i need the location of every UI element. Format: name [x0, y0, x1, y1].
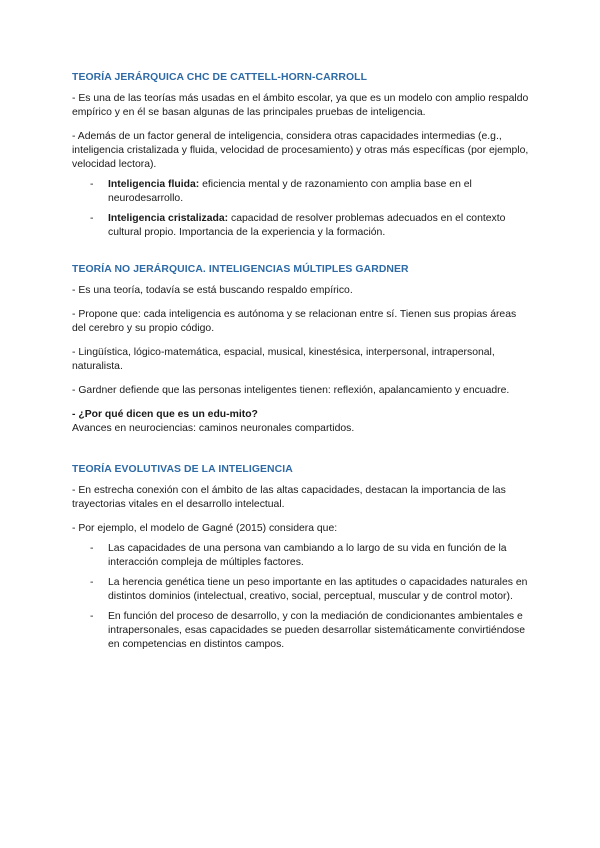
document-page [72, 72, 532, 672]
section-evolutivas [72, 464, 532, 652]
list-item [72, 542, 532, 570]
section-heading-gardner: TEORÍA NO JERÁRQUICA. INTELIGENCIAS MÚLTIPLES GARDNER [72, 264, 409, 275]
list-item-text: En función del proceso de desarrollo, y con la mediación de condicionantes ambientales e intrapersonales, esas capacidades se pueden desarrollar sistemáticamente convirtiéndose en competencias en distintos campos. [108, 611, 526, 650]
paragraph: - Gardner defiende que las personas inteligentes tienen: reflexión, apalancamiento y encuadre. [72, 385, 510, 396]
paragraph: - Es una teoría, todavía se está buscando respaldo empírico. [72, 285, 353, 296]
dash-bullet: - [90, 543, 94, 554]
list-item [72, 610, 532, 652]
dash-bullet: - [90, 179, 94, 190]
dash-bullet: - [90, 577, 94, 588]
term-label: Inteligencia cristalizada: [108, 213, 229, 224]
term-definition: eficiencia mental y de razonamiento con amplia base en el neurodesarrollo. [108, 179, 472, 204]
list-item-text: La herencia genética tiene un peso importante en las aptitudes o capacidades naturales en distintos dominios (intelectual, creativo, social, perceptual, muscular y de control motor). [108, 577, 528, 602]
list-item-text: Las capacidades de una persona van cambiando a lo largo de su vida en función de la interacción compleja de múltiples factores. [108, 543, 507, 568]
bullet-list [72, 178, 532, 240]
paragraph: - En estrecha conexión con el ámbito de las altas capacidades, destacan la importancia de las trayectorias vitales en el desarrollo intelectual. [72, 485, 506, 510]
section-chc [72, 72, 532, 240]
list-item [72, 212, 532, 240]
section-gardner [72, 264, 532, 436]
paragraph-question [72, 408, 532, 436]
section-heading-chc: TEORÍA JERÁRQUICA CHC DE CATTELL-HORN-CARROLL [72, 72, 368, 83]
paragraph: - Por ejemplo, el modelo de Gagné (2015) considera que: [72, 523, 338, 534]
question-label: - ¿Por qué dicen que es un edu-mito? [72, 409, 258, 420]
paragraph: - Además de un factor general de inteligencia, considera otras capacidades intermedias (e.g., inteligencia cristalizada y fluida, velocidad de procesamiento) y otras más específicas (por ejemplo, velocidad lectora). [72, 131, 529, 170]
list-item [72, 178, 532, 206]
dash-bullet: - [90, 213, 94, 224]
paragraph: - Propone que: cada inteligencia es autónoma y se relacionan entre sí. Tienen sus propias áreas del cerebro y su propio código. [72, 309, 517, 334]
list-item [72, 576, 532, 604]
bullet-list [72, 542, 532, 652]
paragraph: - Lingüística, lógico-matemática, espacial, musical, kinestésica, interpersonal, intrapersonal, naturalista. [72, 347, 495, 372]
term-definition: capacidad de resolver problemas adecuados en el contexto cultural propio. Importancia de la experiencia y la formación. [108, 213, 506, 238]
dash-bullet: - [90, 611, 94, 622]
paragraph: - Es una de las teorías más usadas en el ámbito escolar, ya que es un modelo con amplio respaldo empírico y en él se basan algunas de las principales pruebas de inteligencia. [72, 93, 529, 118]
section-heading-evolutivas: TEORÍA EVOLUTIVAS DE LA INTELIGENCIA [72, 464, 293, 475]
question-answer: Avances en neurociencias: caminos neuronales compartidos. [72, 423, 355, 434]
term-label: Inteligencia fluida: [108, 179, 200, 190]
